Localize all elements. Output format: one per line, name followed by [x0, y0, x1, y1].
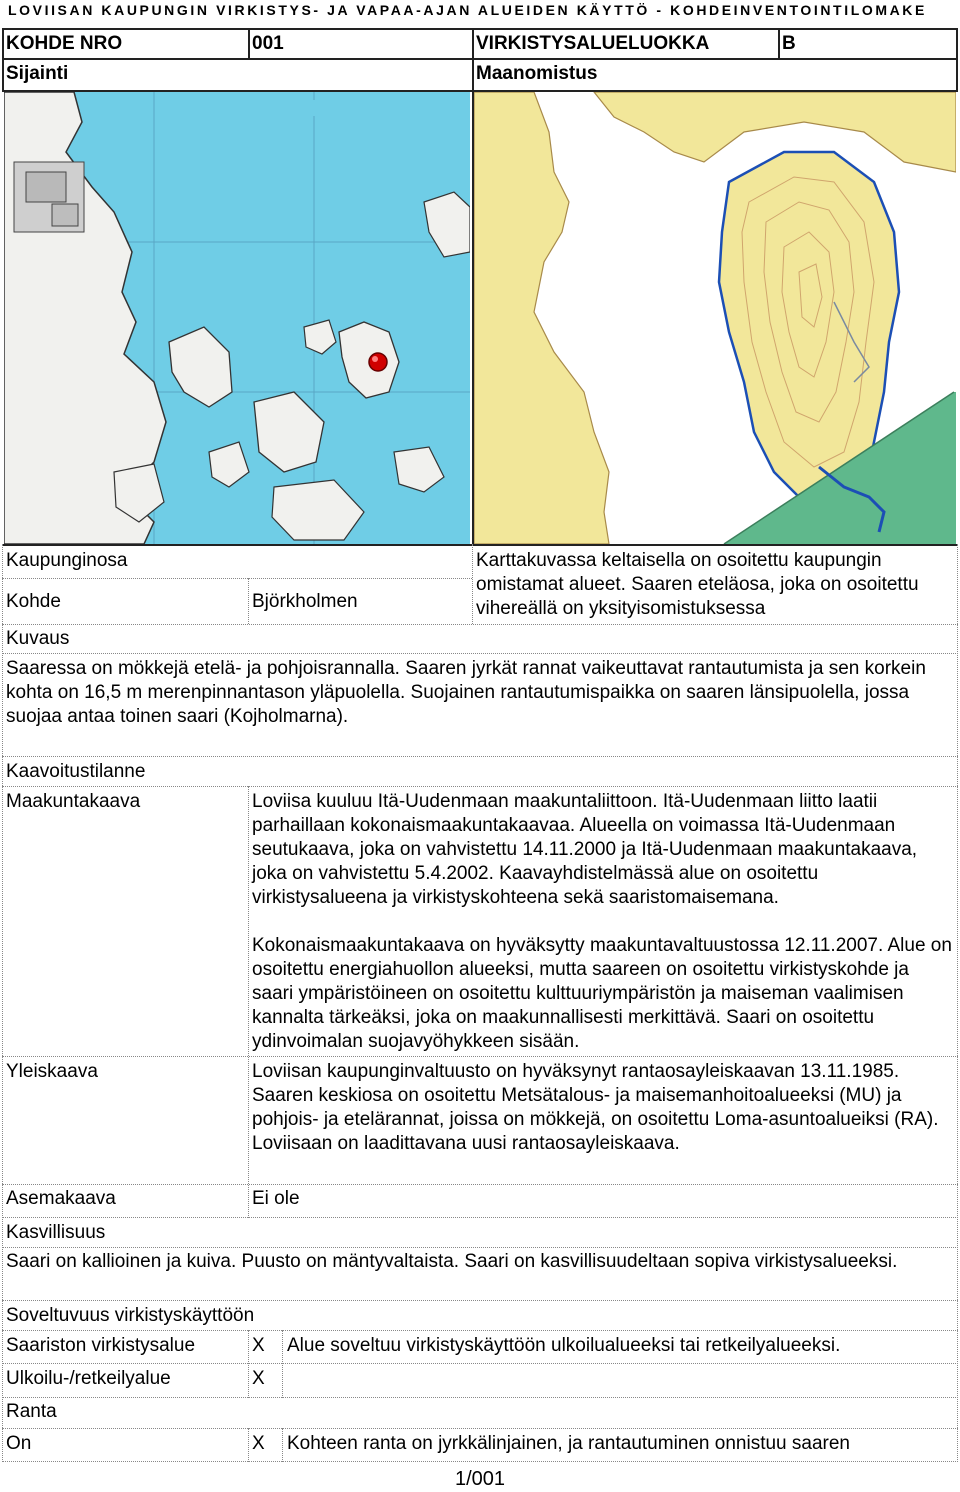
sijainti-label: Sijainti [6, 63, 69, 84]
kasvillisuus-text: Saari on kallioinen ja kuiva. Puusto on mäntyvaltaista. Saari on kasvillisuudeltaan sopiva virkistysalueeksi. [6, 1251, 898, 1272]
col-divider [248, 1428, 249, 1462]
row-divider [2, 624, 958, 625]
table-top-border [2, 28, 958, 30]
col-divider [248, 578, 249, 624]
soveltuvuus-label: Soveltuvuus virkistyskäyttöön [6, 1305, 255, 1326]
maanomistus-label: Maanomistus [476, 63, 598, 84]
table-col-divider [778, 28, 780, 60]
maakuntakaava-label: Maakuntakaava [6, 791, 141, 812]
row-divider [2, 1461, 958, 1462]
table-right-border [956, 28, 958, 92]
table-left-border [2, 28, 4, 92]
map-bottom-border [2, 544, 958, 546]
yleiskaava-label: Yleiskaava [6, 1061, 98, 1082]
ranta-on-mark: X [252, 1433, 265, 1454]
location-marker-icon [369, 353, 387, 371]
row-divider [2, 653, 958, 654]
col-divider [282, 1428, 283, 1462]
ownership-map [474, 92, 956, 544]
saariston-virkistysalue-text: Alue soveltuu virkistyskäyttöön ulkoilualueeksi tai retkeilyalueeksi. [287, 1335, 841, 1356]
yleiskaava-text: Loviisan kaupunginvaltuusto on hyväksynyt rantaosayleiskaavan 13.11.1985. Saaren keskiosa on osoitettu Metsätalous- ja maisemanhoitoalueeksi (MU) ja pohjois- ja etelärannat, joissa on mökkejä, on osoitettu Loma-asuntoalueiksi (RA). Loviisaan on laadittavana uusi rantaosayleiskaava. [252, 1061, 939, 1154]
table-col-divider [472, 28, 474, 92]
kohde-label: Kohde [6, 591, 61, 612]
ranta-on-text: Kohteen ranta on jyrkkälinjainen, ja rantautuminen onnistuu saaren [287, 1433, 850, 1454]
row-divider [2, 1300, 958, 1301]
row-divider [2, 1397, 958, 1398]
col-divider [248, 786, 249, 1218]
kasvillisuus-label: Kasvillisuus [6, 1222, 106, 1243]
kohde-nro-label: KOHDE NRO [6, 33, 123, 54]
table-col-divider [248, 28, 250, 60]
table-right-border [957, 544, 958, 1462]
saariston-virkistysalue-mark: X [252, 1335, 265, 1356]
row-divider [2, 1428, 958, 1429]
kohde-value: Björkholmen [252, 591, 358, 612]
kaavoitustilanne-label: Kaavoitustilanne [6, 761, 146, 782]
kohde-nro-value: 001 [252, 33, 284, 54]
virkistysalueluokka-label: VIRKISTYSALUELUOKKA [476, 33, 710, 54]
col-divider [282, 1330, 283, 1398]
row-divider [2, 756, 958, 757]
asemakaava-label: Asemakaava [6, 1188, 116, 1209]
row-divider [2, 1363, 958, 1364]
ulkoilu-retkeilyalue-mark: X [252, 1368, 265, 1389]
maakuntakaava-text-2: Kokonaismaakuntakaava on hyväksytty maakuntavaltuustossa 12.11.2007. Alue on osoitettu energiahuollon alueeksi, mutta saareen on osoitettu virkistyskohde ja saari ympäristöineen on osoitettu kulttuuriympäristön ja maiseman vaalimisen kannalta tärkeäksi, joka on maakunnallisesti merkittävä. Saari on osoitettu ydinvoimalan suojavyöhykkeen sisään. [252, 935, 952, 1052]
row-divider [2, 1247, 958, 1248]
saariston-virkistysalue-label: Saariston virkistysalue [6, 1335, 196, 1356]
location-map [4, 92, 470, 544]
table-row-divider [2, 58, 958, 60]
col-divider [248, 1330, 249, 1398]
row-divider [2, 1056, 958, 1057]
ranta-on-label: On [6, 1433, 32, 1454]
ranta-label: Ranta [6, 1401, 57, 1422]
row-divider [2, 1217, 958, 1218]
page-number: 1/001 [454, 1468, 506, 1490]
virkistysalueluokka-value: B [782, 33, 796, 54]
kuvaus-text: Saaressa on mökkejä etelä- ja pohjoisrannalla. Saaren jyrkät rannat vaikeuttavat rantautumista ja sen korkein kohta on 16,5 m merenpinnantason yläpuolella. Suojainen rantautumispaikka on saaren länsipuolella, jossa suojaa antaa toinen saari (Kojholmarna). [6, 658, 926, 727]
table-left-border [2, 544, 3, 1462]
row-divider [2, 1184, 958, 1185]
map-divider [472, 90, 474, 544]
row-divider [2, 578, 472, 579]
ulkoilu-retkeilyalue-label: Ulkoilu-/retkeilyalue [6, 1368, 171, 1389]
form-title: LOVIISAN KAUPUNGIN VIRKISTYS- JA VAPAA-AJAN ALUEIDEN KÄYTTÖ - KOHDEINVENTOINTILOMAKE [8, 2, 927, 18]
row-divider [2, 786, 958, 787]
col-divider [472, 544, 473, 624]
maakuntakaava-text-1: Loviisa kuuluu Itä-Uudenmaan maakuntaliittoon. Itä-Uudenmaan liitto laatii parhaillaan kokonaismaakuntakaavaa. Alueella on voimassa Itä-Uudenmaan seutukaava, joka on vahvistettu 14.11.2000 ja Itä-Uudenmaan maakuntakaava, joka on vahvistettu 5.4.2002. Kaavayhdistelmässä alue on osoitettu virkistysalueena ja virkistyskohteena sekä saaristomaisemana. [252, 791, 918, 908]
row-divider [2, 1330, 958, 1331]
asemakaava-value: Ei ole [252, 1188, 300, 1209]
kaupunginosa-label: Kaupunginosa [6, 550, 128, 571]
kuvaus-label: Kuvaus [6, 628, 70, 649]
maanomistus-description: Karttakuvassa keltaisella on osoitettu kaupungin omistamat alueet. Saaren eteläosa, joka on osoitettu vihereällä on yksityisomistuksessa [476, 550, 919, 619]
